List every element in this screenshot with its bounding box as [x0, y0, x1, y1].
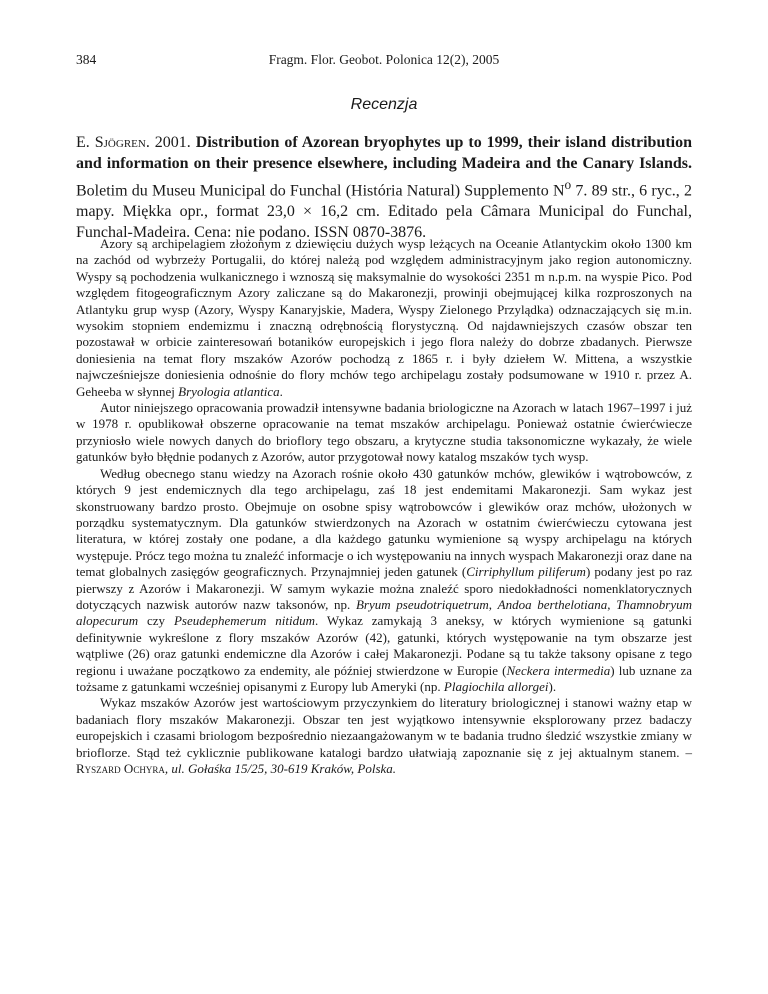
- page-number: 384: [76, 52, 97, 67]
- p3-taxon-1: Cirriphyllum piliferum: [466, 564, 586, 580]
- citation-details-sup: o: [564, 177, 572, 192]
- paragraph-1-end: .: [279, 383, 283, 399]
- paragraph-3: [76, 466, 692, 696]
- paragraph-1: [76, 236, 692, 400]
- p3-text-c: ,: [488, 596, 498, 612]
- citation-title: Distribution of Azorean bryophytes up to 1999, their island distribution and information on their presence elsewhere, including Madeira and the Canary Islands.: [76, 134, 693, 172]
- paragraph-1-text: Azory są archipelagiem złożonym z dziewięciu dużych wysp leżących na Oceanie Atlantyckim około 1300 km na zachód od wybrzeży Portugalii, do której należą pod względem administracyjnym jako region autonomiczny. Wyspy są pochodzenia wulkanicznego i wznoszą się maksymalnie do wysokości 2351 m n.p.m. na wyspie Pico. Pod względem fitogeograficznym Azory zaliczane są do Makaronezji, prowinji obejmującej kilka rozproszonych na Atlantyku grup wysp (Azory, Wyspy Kanaryjskie, Madera, Wyspy Zielonego Przylądka) odznaczających się m.in. wysokim stopniem endemizmu i znaczną odrębnością florystyczną. Od najdawniejszych czasów obszar ten pozostawał w orbicie zainteresowań botaników europejskich i jego flora należy do dobrze zbadanych. Pierwsze doniesienia na temat flory mszaków Azorów pochodzą z 1865 r. i były dziełem W. Mittena, a wszystkie najwcześniejsze doniesienia odnośnie do flory mchów tego archipelagu zostały podsumowane w 1910 r. przez A. Geheeba w słynnej: [76, 236, 692, 399]
- section-title: Recenzja: [350, 96, 418, 113]
- p3-text-g: ) lub uznane za tożsame z gatunkami wcześniej opisanymi z Europy lub Ameryki (np.: [76, 662, 692, 694]
- paragraph-1-italic: Bryologia atlantica: [178, 383, 280, 399]
- citation-details: Boletim du Museu Municipal do Funchal (História Natural) Supplemento N: [76, 182, 565, 200]
- citation-year: . 2001.: [145, 134, 196, 151]
- p3-text-b: ) podany jest po raz pierwszy z Azorów i Makaronezji. W samym wykazie można znaleźć sporo niedokładności nomenklatorycznych dotyczących nazwisk autorów nazw taksonów, np.: [76, 564, 693, 612]
- paragraph-2: Autor niniejszego opracowania prowadził intensywne badania briologiczne na Azorach w latach 1967–1997 i już w 1978 r. opublikował obszerne opracowanie na temat mszaków archipelagu. Ponieważ ostatnie ćwierćwiecze przyniosło wiele nowych danych do brioflory tego obszaru, a krytyczne studia taksonomiczne wykazały, że wiele gatunków było błędnie podanych z Azorów, autor przygotował nowy katalog mszaków tych wysp.: [76, 400, 692, 465]
- p3-taxon-6: Neckera intermedia: [506, 662, 611, 678]
- page-header: [76, 52, 692, 72]
- book-citation: [76, 132, 692, 243]
- p3-text-e: czy: [138, 613, 174, 629]
- p3-text-h: ).: [548, 678, 557, 694]
- p3-text-d: ,: [607, 596, 617, 612]
- running-head: Fragm. Flor. Geobot. Polonica 12(2), 2005: [268, 52, 500, 67]
- reviewer-signature: Ryszard Ochyra: [76, 761, 165, 776]
- paragraph-4: [76, 695, 692, 777]
- citation-author: E. Sjögren: [76, 134, 146, 151]
- p3-taxon-7: Plagiochila allorgei: [443, 678, 549, 694]
- p3-taxon-2: Bryum pseudotriquetrum: [355, 596, 489, 612]
- reviewer-address: , ul. Gołaśka 15/25, 30-619 Kraków, Polska.: [164, 761, 397, 776]
- p3-text-a: Według obecnego stanu wiedzy na Azorach rośnie około 430 gatunków mchów, glewików i wątrobowców, z których 9 jest endemicznych dla tego archipelagu, zaś 18 jest endemitami Makaronezji. Sam wykaz jest skonstruowany bardzo prosto. Obejmuje on osobne spisy wątrobowców i glewików oraz mchów, ułożonych w porządku systematycznym. Dla gatunków stwierdzonych na Azorach w ostatnim ćwierćwieczu cytowana jest literatura, w której zostały one podane, a dla każdego gatunku wymienione są wyspy archipelagu na których występuje. Prócz tego można tu znaleźć informacje o ich występowaniu na innych wyspach Makaronezji oraz dane na temat globalnych zasięgów geograficznych. Przynajmniej jeden gatunek (: [76, 465, 692, 580]
- p3-taxon-4: Thamnobryum alopecurum: [76, 596, 693, 629]
- citation-details-rest: 7. 89 str., 6 ryc., 2 mapy. Miękka opr., format 23,0 × 16,2 cm. Editado pela Câmara Municipal do Funchal, Funchal-Madeira. Cena: nie podano. ISSN 0870-3876.: [76, 182, 693, 242]
- paragraph-4-text: Wykaz mszaków Azorów jest wartościowym przyczynkiem do literatury briologicznej i stanowi ważny etap w badaniach flory mszaków Makaronezji. Obszar ten jest wyjątkowo intensywnie eksplorowany przez badaczy europejskich i czasami briologom bezpośrednio niezaangażowanym w te badania trudno śledzić wszystkie zmiany w brioflorze. Stąd też cyklicznie publikowane katalogi bardzo ułatwiają zapoznanie się z jej aktualnym stanem. –: [76, 695, 692, 760]
- p3-taxon-3: Andoa berthelotiana: [497, 596, 608, 612]
- p3-text-f: . Wykaz zamykają 3 aneksy, w których wymienione są gatunki definitywnie wykreślone z flory mszaków Azorów (42), gatunki, których występowanie na tym obszarze jest wątpliwe (26) oraz gatunki endemiczne dla Azorów i całej Makaronezji. Podane są tu także taksony opisane z tego regionu i uważane początkowo za endemity, ale później stwierdzone w Europie (: [76, 613, 692, 678]
- p3-taxon-5: Pseudephemerum nitidum: [173, 613, 315, 629]
- review-body: [76, 236, 692, 777]
